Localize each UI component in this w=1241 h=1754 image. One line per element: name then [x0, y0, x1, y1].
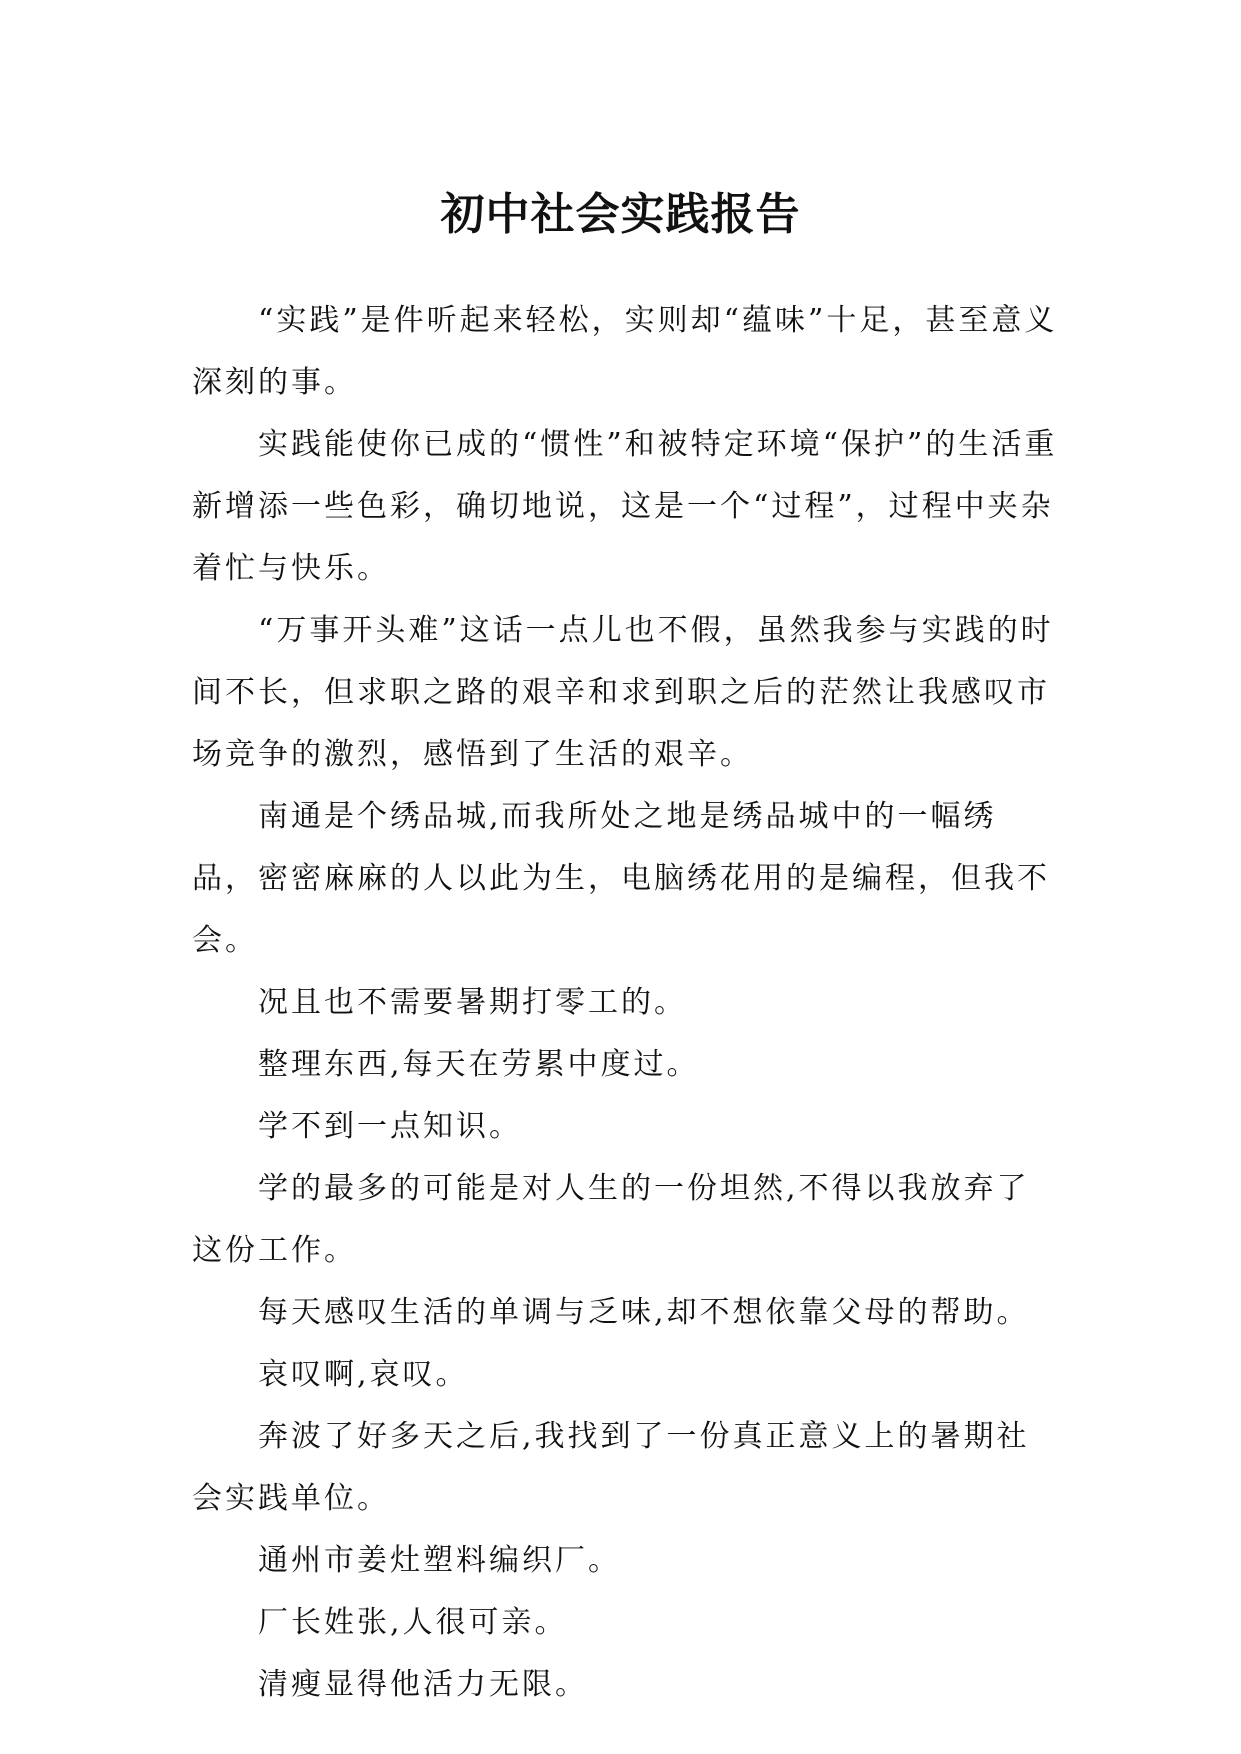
paragraph: 厂长姓张,人很可亲。 — [258, 1605, 568, 1640]
document-title: 初中社会实践报告 — [440, 189, 801, 241]
paragraph: “万事开头难”这话一点儿也不假，虽然我参与实践的时间不长，但求职之路的艰辛和求到职之后的茫然让我感叹市场竞争的激烈，感悟到了生活的艰辛。 — [192, 613, 1054, 772]
paragraph: 通州市姜灶塑料编织厂。 — [258, 1543, 621, 1578]
paragraph: 况且也不需要暑期打零工的。 — [258, 985, 687, 1020]
paragraph: 每天感叹生活的单调与乏味,却不想依靠父母的帮助。 — [258, 1295, 1030, 1330]
paragraph: 学的最多的可能是对人生的一份坦然,不得以我放弃了这份工作。 — [192, 1171, 1030, 1268]
paragraph: 南通是个绣品城,而我所处之地是绣品城中的一幅绣品，密密麻麻的人以此为生，电脑绣花用的是编程，但我不会。 — [192, 799, 1050, 958]
document-body — [192, 290, 1062, 1716]
paragraph: 清瘦显得他活力无限。 — [258, 1667, 588, 1702]
paragraph: 实践能使你已成的“惯性”和被特定环境“保护”的生活重新增添一些色彩，确切地说，这是一个“过程”，过程中夹杂着忙与快乐。 — [192, 427, 1058, 586]
paragraph: 学不到一点知识。 — [258, 1109, 522, 1144]
paragraph: 整理东西,每天在劳累中度过。 — [258, 1047, 700, 1082]
paragraph: “实践”是件听起来轻松，实则却“蕴味”十足，甚至意义深刻的事。 — [192, 303, 1058, 400]
paragraph: 哀叹啊,哀叹。 — [258, 1357, 469, 1392]
paragraph: 奔波了好多天之后,我找到了一份真正意义上的暑期社会实践单位。 — [192, 1419, 1030, 1516]
